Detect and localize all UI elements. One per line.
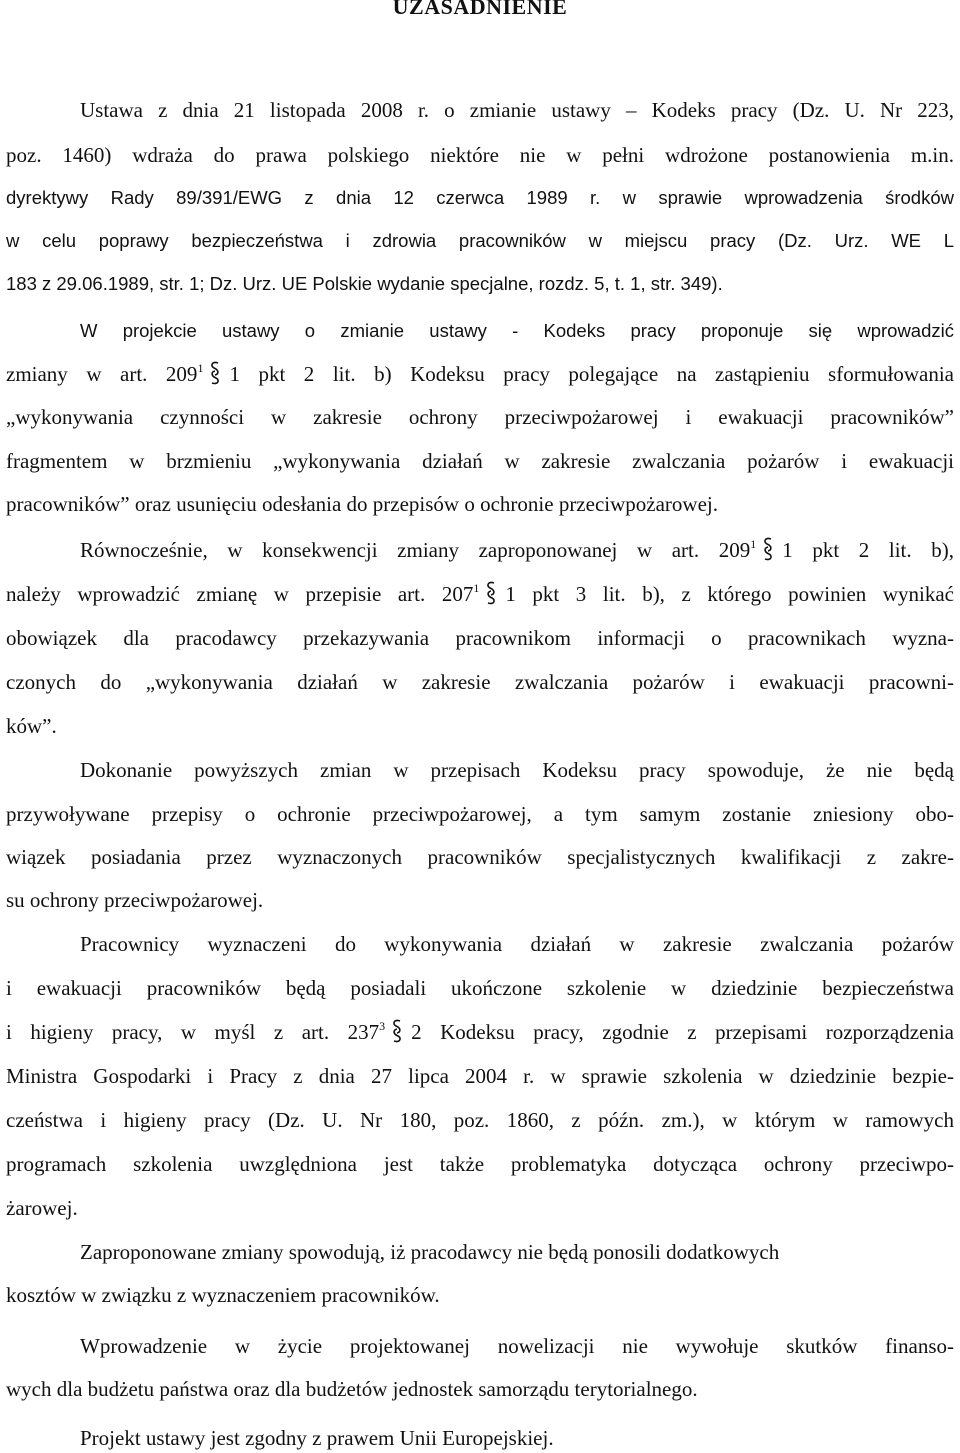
text-line: Wprowadzenie w życie projektowanej nowelizacji nie wywołuje skutków finanso-: [80, 1334, 954, 1358]
text-segment: 1 pkt 2 lit. b),: [782, 538, 954, 562]
text-line: [6, 359, 954, 389]
text-line: [6, 1017, 954, 1047]
text-segment: 1 pkt 3 lit. b), z którego powinien wynikać: [505, 582, 954, 606]
section-sign-icon: [760, 536, 776, 562]
text-line: poz. 1460) wdraża do prawa polskiego niektóre nie w pełni wdrożone postanowienia m.in.: [6, 143, 954, 167]
superscript: 1: [473, 581, 480, 595]
document-title: UZASADNIENIE: [392, 0, 568, 19]
superscript: 1: [197, 361, 204, 375]
superscript: 3: [379, 1019, 386, 1033]
text-line: [80, 535, 954, 565]
text-segment: 2 Kodeksu pracy, zgodnie z przepisami rozporządzenia: [411, 1020, 954, 1044]
text-segment: należy wprowadzić zmianę w przepisie art. 207: [6, 582, 474, 606]
section-sign-icon: [389, 1018, 405, 1044]
text-line: żarowej.: [6, 1196, 78, 1220]
text-segment: Równocześnie, w konsekwencji zmiany zaproponowanej w art. 209: [80, 538, 751, 562]
text-line: W projekcie ustawy o zmianie ustawy - Kodeks pracy proponuje się wprowadzić: [80, 320, 954, 341]
text-line: fragmentem w brzmieniu „wykonywania działań w zakresie zwalczania pożarów i ewakuacji: [6, 449, 954, 473]
text-line: Zaproponowane zmiany spowodują, iż pracodawcy nie będą ponosili dodatkowych: [80, 1240, 780, 1264]
text-segment: 1 pkt 2 lit. b) Kodeksu pracy polegające na zastąpieniu sformułowania: [229, 362, 955, 386]
text-line: programach szkolenia uwzględniona jest także problematyka dotycząca ochrony przeciwpo-: [6, 1152, 954, 1176]
text-line: Ustawa z dnia 21 listopada 2008 r. o zmianie ustawy – Kodeks pracy (Dz. U. Nr 223,: [80, 98, 954, 122]
text-line: i ewakuacji pracowników będą posiadali ukończone szkolenie w dziedzinie bezpieczeństwa: [6, 976, 954, 1000]
text-segment: i higieny pracy, w myśl z art. 237: [6, 1020, 380, 1044]
text-line: wych dla budżetu państwa oraz dla budżetów jednostek samorządu terytorialnego.: [6, 1377, 698, 1401]
text-line: su ochrony przeciwpożarowej.: [6, 888, 264, 912]
text-line: w celu poprawy bezpieczeństwa i zdrowia pracowników w miejscu pracy (Dz. Urz. WE L: [6, 230, 954, 251]
superscript: 1: [750, 537, 757, 551]
text-line: Dokonanie powyższych zmian w przepisach Kodeksu pracy spowoduje, że nie będą: [80, 758, 954, 782]
text-line: „wykonywania czynności w zakresie ochrony przeciwpożarowej i ewakuacji pracowników”: [6, 405, 954, 429]
text-segment: zmiany w art. 209: [6, 362, 198, 386]
text-line: [6, 579, 954, 609]
text-line: ków”.: [6, 714, 57, 738]
text-line: Ministra Gospodarki i Pracy z dnia 27 lipca 2004 r. w sprawie szkolenia w dziedzinie bezpie-: [6, 1064, 954, 1088]
text-line: Projekt ustawy jest zgodny z prawem Unii Europejskiej.: [80, 1426, 554, 1450]
text-line: przywoływane przepisy o ochronie przeciwpożarowej, a tym samym zostanie zniesiony obo-: [6, 802, 954, 826]
text-line: pracowników” oraz usunięciu odesłania do przepisów o ochronie przeciwpożarowej.: [6, 492, 718, 516]
section-sign-icon: [483, 580, 499, 606]
text-line: 183 z 29.06.1989, str. 1; Dz. Urz. UE Polskie wydanie specjalne, rozdz. 5, t. 1, str. 349).: [6, 273, 723, 294]
text-line: kosztów w związku z wyznaczeniem pracowników.: [6, 1283, 440, 1307]
text-line: obowiązek dla pracodawcy przekazywania pracownikom informacji o pracownikach wyzna-: [6, 626, 954, 650]
text-line: wiązek posiadania przez wyznaczonych pracowników specjalistycznych kwalifikacji z zakre-: [6, 845, 954, 869]
text-line: Pracownicy wyznaczeni do wykonywania działań w zakresie zwalczania pożarów: [80, 932, 954, 956]
text-line: czeństwa i higieny pracy (Dz. U. Nr 180, poz. 1860, z późn. zm.), w którym w ramowych: [6, 1108, 954, 1132]
text-line: czonych do „wykonywania działań w zakresie zwalczania pożarów i ewakuacji pracowni-: [6, 670, 954, 694]
text-line: dyrektywy Rady 89/391/EWG z dnia 12 czerwca 1989 r. w sprawie wprowadzenia środków: [6, 187, 954, 208]
section-sign-icon: [207, 360, 223, 386]
